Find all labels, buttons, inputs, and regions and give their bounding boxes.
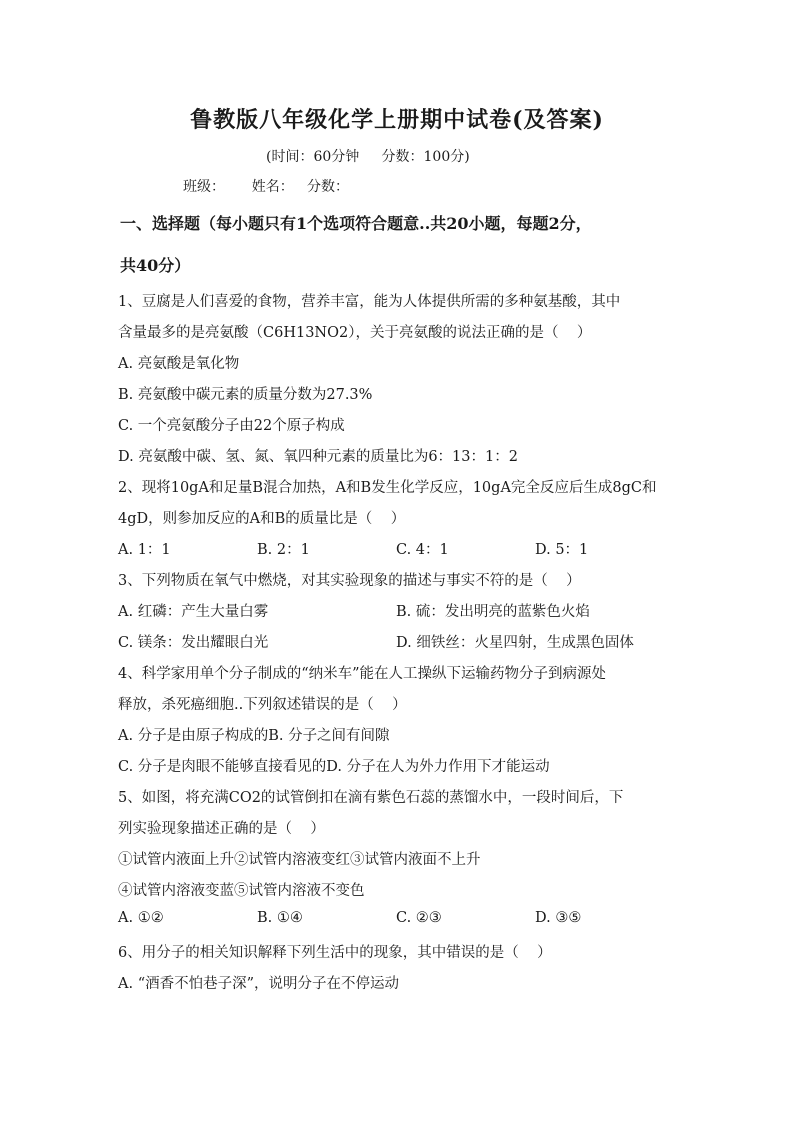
question-2-stem: 2、现将10gA和足量B混合加热，A和B发生化学反应，10gA完全反应后生成8gC和 bbox=[118, 480, 657, 496]
question-2-option-a: A. 1：1 bbox=[118, 542, 171, 558]
question-1-option-b: B. 亮氨酸中碳元素的质量分数为27.3% bbox=[118, 387, 373, 403]
question-6-option-a: A. “酒香不怕巷子深”，说明分子在不停运动 bbox=[118, 976, 400, 992]
question-6-stem: 6、用分子的相关知识解释下列生活中的现象，其中错误的是（ ） bbox=[118, 945, 552, 961]
question-3-option-b: B. 硫：发出明亮的蓝紫色火焰 bbox=[396, 604, 590, 620]
question-4-stem: 4、科学家用单个分子制成的“纳米车”能在人工操纵下运输药物分子到病源处 bbox=[118, 666, 607, 682]
question-5-option-d: D. ③⑤ bbox=[535, 910, 582, 926]
question-1-option-a: A. 亮氨酸是氧化物 bbox=[118, 356, 240, 372]
question-5-statements-cont: ④试管内溶液变蓝⑤试管内溶液不变色 bbox=[118, 883, 365, 899]
question-2-option-b: B. 2：1 bbox=[257, 542, 310, 558]
question-2-option-d: D. 5：1 bbox=[535, 542, 589, 558]
section-heading-cont: 共40分） bbox=[120, 256, 191, 275]
question-2-option-c: C. 4：1 bbox=[396, 542, 449, 558]
question-5-option-b: B. ①④ bbox=[257, 910, 303, 926]
exam-time-score: (时间：60分钟 分数：100分) bbox=[266, 149, 470, 165]
question-4-options-ab: A. 分子是由原子构成的B. 分子之间有间隙 bbox=[118, 728, 390, 744]
question-2-stem-cont: 4gD，则参加反应的A和B的质量比是（ ） bbox=[118, 511, 406, 527]
question-5-option-a: A. ①② bbox=[118, 910, 164, 926]
question-1-stem-cont: 含量最多的是亮氨酸（C6H13NO2），关于亮氨酸的说法正确的是（ ） bbox=[118, 325, 592, 341]
question-1-stem: 1、豆腐是人们喜爱的食物，营养丰富，能为人体提供所需的多种氨基酸，其中 bbox=[118, 294, 621, 310]
question-3-stem: 3、下列物质在氧气中燃烧，对其实验现象的描述与事实不符的是（ ） bbox=[118, 573, 581, 589]
question-5-stem: 5、如图，将充满CO2的试管倒扣在滴有紫色石蕊的蒸馏水中，一段时间后，下 bbox=[118, 790, 624, 806]
question-5-option-c: C. ②③ bbox=[396, 910, 442, 926]
question-5-stem-cont: 列实验现象描述正确的是（ ） bbox=[118, 821, 325, 837]
page-title: 鲁教版八年级化学上册期中试卷(及答案) bbox=[190, 107, 604, 133]
question-3-option-d: D. 细铁丝：火星四射，生成黑色固体 bbox=[396, 635, 634, 651]
question-3-option-c: C. 镁条：发出耀眼白光 bbox=[118, 635, 269, 651]
section-heading: 一、选择题（每小题只有1个选项符合题意..共20小题，每题2分， bbox=[120, 214, 592, 233]
question-5-statements: ①试管内液面上升②试管内溶液变红③试管内液面不上升 bbox=[118, 852, 481, 868]
question-4-stem-cont: 释放，杀死癌细胞..下列叙述错误的是（ ） bbox=[118, 697, 407, 713]
question-4-options-cd: C. 分子是肉眼不能够直接看见的D. 分子在人为外力作用下才能运动 bbox=[118, 759, 550, 775]
question-1-option-d: D. 亮氨酸中碳、氢、氮、氧四种元素的质量比为6：13：1：2 bbox=[118, 449, 518, 465]
question-1-option-c: C. 一个亮氨酸分子由22个原子构成 bbox=[118, 418, 345, 434]
class-name-score-line: 班级： 姓名： 分数： bbox=[183, 179, 350, 195]
question-3-option-a: A. 红磷：产生大量白雾 bbox=[118, 604, 269, 620]
